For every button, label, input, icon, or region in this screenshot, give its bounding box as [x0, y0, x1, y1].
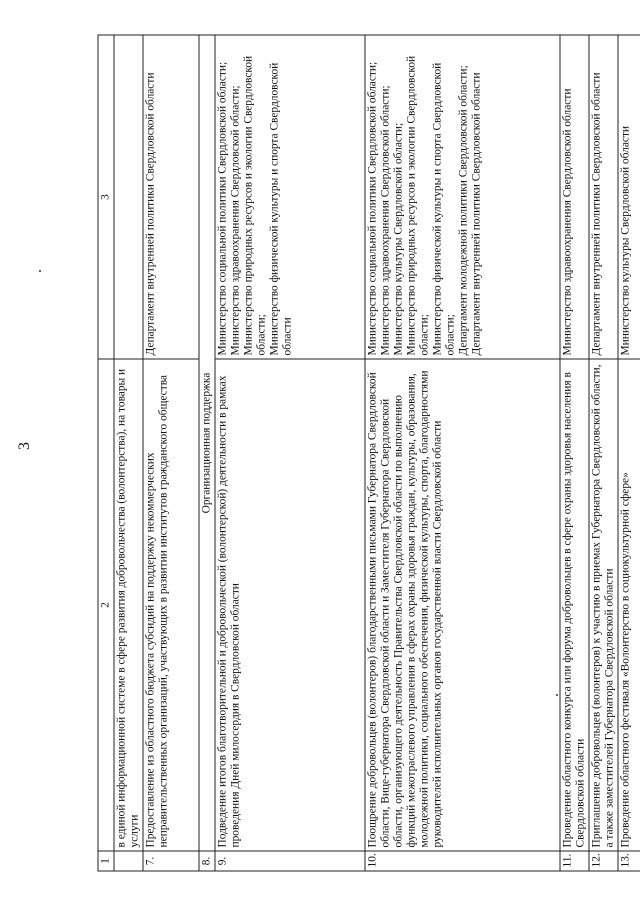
- row-number: 13.: [618, 851, 640, 871]
- header-col-1: 1: [98, 851, 114, 871]
- header-col-2: 2: [98, 359, 114, 851]
- row-measure: Поощрение добровольцев (волонтеров) благодарственными письмами Губернатора Свердловской области, Вице-губернатора Свердловской области и Заместителя Губернатора Свердловской области, организующего деятельность Правительства Свердловской области по выполнению функций межотраслевого управления в сферах охраны здоровья граждан, культуры, образования, молодежной политики, социального обеспечения, физической культуры, спорта, благодарностями руководителей исполнительных органов государственной власти Свердловской области: [365, 359, 560, 851]
- row-responsible: [114, 35, 143, 359]
- row-measure: Предоставление из областного бюджета субсидий на поддержку некоммерческих неправительственных организаций, участвующих в развитии институтов гражданского общества: [143, 359, 199, 851]
- row-number: 8.: [199, 851, 215, 871]
- scan-speck: [39, 270, 41, 272]
- table-row: [215, 35, 365, 871]
- row-measure: Подведение итогов благотворительной и добровольческой (волонтерской) деятельности в рамках проведения Дней милосердия в Свердловской области: [215, 359, 365, 851]
- table-row: [365, 35, 560, 871]
- row-responsible: Департамент внутренней политики Свердловской области: [589, 35, 618, 359]
- table-row: [560, 35, 589, 871]
- row-number: 11.: [560, 851, 589, 871]
- rotated-sheet: [97, 35, 631, 871]
- header-col-3: 3: [98, 35, 114, 359]
- table-row: [618, 35, 640, 871]
- page-number: 3: [16, 442, 33, 450]
- row-number: 12.: [589, 851, 618, 871]
- section-title: Организационная поддержка: [199, 35, 215, 851]
- row-number: 10.: [365, 851, 560, 871]
- table-header-row: [98, 35, 114, 871]
- table-row: [589, 35, 618, 871]
- row-measure: Проведение областного конкурса или форума добровольцев в сфере охраны здоровья населения в Свердловской области: [560, 359, 589, 851]
- row-measure: Проведение областного фестиваля «Волонтерство в социокультурной сфере»: [618, 359, 640, 851]
- row-measure: Приглашение добровольцев (волонтеров) к участию в приемах Губернатора Свердловской области, а также заместителей Губернатора Свердловской области: [589, 359, 618, 851]
- row-number: 9.: [215, 851, 365, 871]
- measures-table: [97, 34, 640, 871]
- row-number: [114, 851, 143, 871]
- rotated-table-wrapper: [97, 35, 631, 871]
- row-measure: в единой информационной системе в сфере развития добровольчества (волонтерства), на товары и услуги: [114, 359, 143, 851]
- row-responsible: Департамент внутренней политики Свердловской области: [143, 35, 199, 359]
- row-responsible: Министерство здравоохранения Свердловской области: [560, 35, 589, 359]
- row-responsible: Министерство социальной политики Свердловской области; Министерство здравоохранения Свердловской области; Министерство природных ресурсов и экологии Свердловской области; Министерство физической культуры и спорта Свердловской области: [215, 35, 365, 359]
- row-responsible: Министерство культуры Свердловской области: [618, 35, 640, 359]
- section-row: [199, 35, 215, 871]
- table-row: [143, 35, 199, 871]
- table-row: [114, 35, 143, 871]
- row-number: 7.: [143, 851, 199, 871]
- row-responsible: Министерство социальной политики Свердловской области; Министерство здравоохранения Свердловской области; Министерство культуры Свердловской области; Министерство природных ресурсов и экологии Свердловской области; Министерство физической культуры и спорта Свердловской области; Департамент молодежной политики Свердловской области; Департамент внутренней политики Свердловской области: [365, 35, 560, 359]
